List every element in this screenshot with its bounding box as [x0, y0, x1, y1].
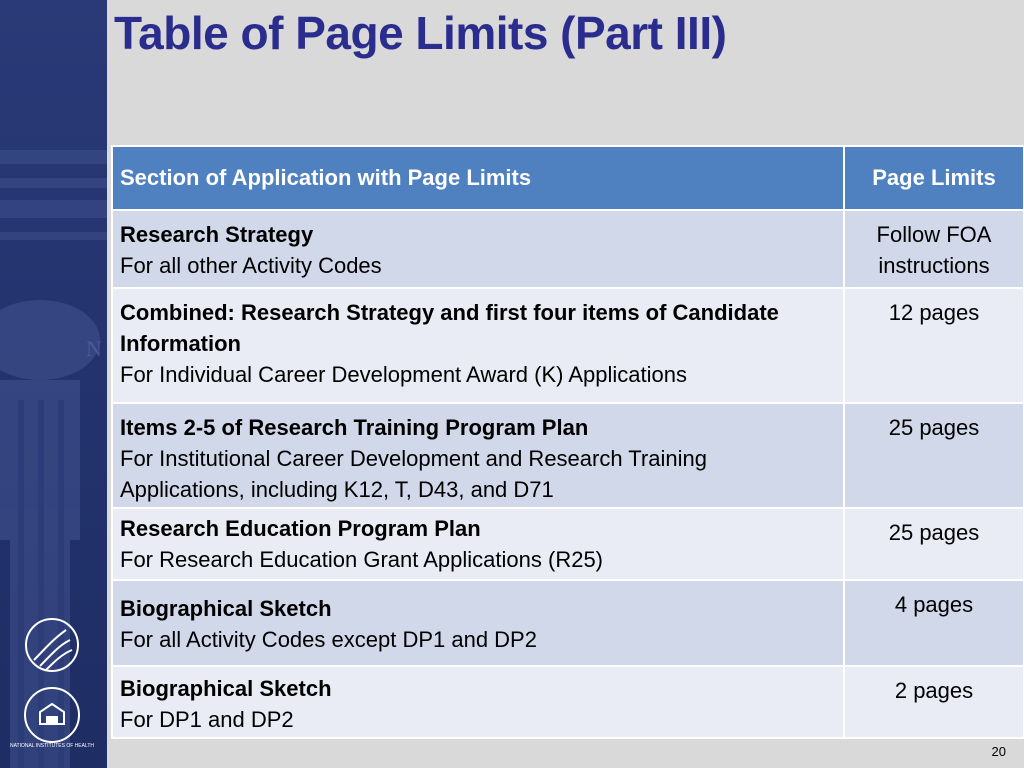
sidebar-banner	[0, 0, 107, 768]
table-row	[112, 666, 1024, 738]
section-subheading: For all other Activity Codes	[120, 253, 382, 278]
section-cell	[112, 403, 844, 508]
section-subheading: For Institutional Career Development and Research Training Applications, including K12, T, D43, and D71	[120, 446, 707, 502]
section-cell	[112, 288, 844, 403]
section-heading: Research Education Program Plan	[120, 516, 481, 541]
page-number: 20	[991, 744, 1006, 759]
section-heading: Research Strategy	[120, 222, 314, 247]
section-cell	[112, 666, 844, 738]
table-header-row	[112, 146, 1024, 210]
table-row	[112, 403, 1024, 508]
section-cell	[112, 580, 844, 666]
table-row	[112, 580, 1024, 666]
page-limit-cell: 25 pages	[844, 403, 1024, 508]
nih-logo-text: NATIONAL INSTITUTES OF HEALTH	[9, 743, 95, 749]
section-heading: Combined: Research Strategy and first four items of Candidate Information	[120, 300, 779, 356]
page-limit-cell: 4 pages	[844, 580, 1024, 666]
section-cell	[112, 210, 844, 288]
section-heading: Biographical Sketch	[120, 676, 332, 701]
section-subheading: For all Activity Codes except DP1 and DP2	[120, 627, 537, 652]
table-row	[112, 508, 1024, 580]
section-subheading: For Research Education Grant Applications (R25)	[120, 547, 604, 572]
column-image	[0, 0, 107, 768]
page-limits-table	[111, 145, 1024, 739]
section-subheading: For DP1 and DP2	[120, 707, 294, 732]
page-limit-cell: 2 pages	[844, 666, 1024, 738]
section-subheading: For Individual Career Development Award (K) Applications	[120, 362, 687, 387]
column-header-section: Section of Application with Page Limits	[112, 146, 844, 210]
table-row	[112, 288, 1024, 403]
page-limit-cell: 12 pages	[844, 288, 1024, 403]
section-cell	[112, 508, 844, 580]
page-limit-cell: 25 pages	[844, 508, 1024, 580]
column-header-page-limits: Page Limits	[844, 146, 1024, 210]
table-row	[112, 210, 1024, 288]
page-limit-cell: Follow FOA instructions	[844, 210, 1024, 288]
page-title: Table of Page Limits (Part III)	[114, 7, 727, 59]
svg-text:N: N	[86, 336, 102, 361]
section-heading: Items 2-5 of Research Training Program Plan	[120, 415, 589, 440]
section-heading: Biographical Sketch	[120, 596, 332, 621]
